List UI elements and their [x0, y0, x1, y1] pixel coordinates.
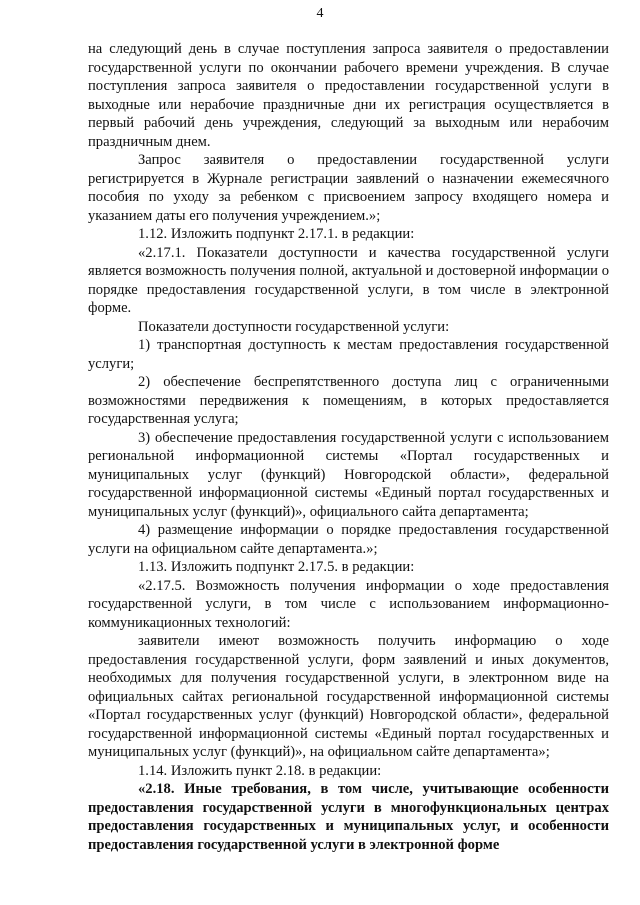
paragraph-item-1-14: 1.14. Изложить пункт 2.18. в редакции:	[138, 762, 382, 779]
document-body	[88, 40, 609, 854]
paragraph-applicants-info: заявители имеют возможность получить информацию о ходе предоставления государственной услуги, форм заявлений и иных документов, необходимых для получения государственной услуги, в электронном виде на официальных сайтах региональной государственной информационной системы «Портал государственных услуг (функций) Новгородской области», федеральной государственной информационной системы «Единый портал государственных и муниципальных услуг (функций)», на официальном сайте департамента»;	[88, 633, 609, 760]
paragraph-subitem-2-17-1: «2.17.1. Показатели доступности и качества государственной услуги является возможность получения полной, актуальной и достоверной информации о порядке предоставления государственной услуги, в том числе в электронной форме.	[88, 244, 609, 316]
paragraph-registration-continued: на следующий день в случае поступления запроса заявителя о предоставлении государственной услуги по окончании рабочего времени учреждения. В случае поступления запроса заявителя о предоставлении государственной услуги в выходные или нерабочие праздничные дни их регистрация осуществляется в первый рабочий день учреждения, следующий за выходным или нерабочим праздничным днем.	[88, 41, 609, 150]
paragraph-item-1-13: 1.13. Изложить подпункт 2.17.5. в редакции:	[138, 559, 415, 575]
section-heading-2-18: «2.18. Иные требования, в том числе, учитывающие особенности предоставления государственной услуги в многофункциональных центрах предоставления государственных и муниципальных услуг, и особенности предоставления государственной услуги в электронной форме	[88, 781, 609, 853]
paragraph-request-registration: Запрос заявителя о предоставлении государственной услуги регистрируется в Журнале регистрации заявлений о назначении ежемесячного пособия по уходу за ребенком с присвоением запросу входящего номера и указанием даты его получения учреждением.»;	[88, 152, 609, 224]
list-item-1: 1) транспортная доступность к местам предоставления государственной услуги;	[88, 337, 609, 372]
list-item-2: 2) обеспечение беспрепятственного доступа лиц с ограниченными возможностями передвижения к помещениям, в которых предоставляется государственная услуга;	[88, 374, 609, 427]
paragraph-item-1-12: 1.12. Изложить подпункт 2.17.1. в редакции:	[138, 226, 415, 242]
paragraph-subitem-2-17-5: «2.17.5. Возможность получения информации о ходе предоставления государственной услуги, в том числе с использованием информационно-коммуникационных технологий:	[88, 577, 609, 631]
list-item-4: 4) размещение информации о порядке предоставления государственной услуги на официальном сайте департамента.»;	[88, 522, 609, 557]
paragraph-accessibility-indicators: Показатели доступности государственной услуги:	[138, 318, 450, 335]
list-item-3: 3) обеспечение предоставления государственной услуги с использованием региональной информационной системы «Портал государственных и муниципальных услуг (функций) Новгородской области», федеральной государственной информационной системы «Единый портал государственных и муниципальных услуг (функций)», официального сайта департамента;	[88, 429, 609, 520]
page-number: 4	[316, 6, 324, 21]
